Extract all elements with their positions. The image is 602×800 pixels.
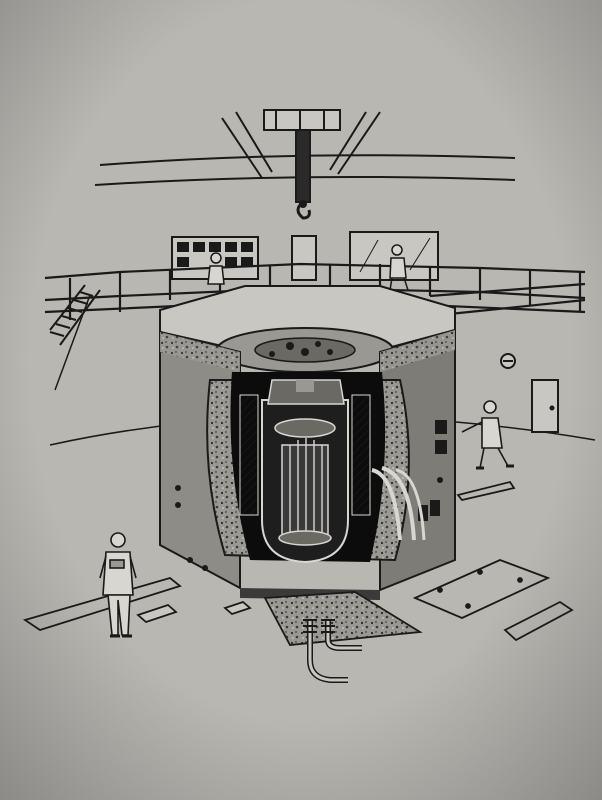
no-entry-sign-icon bbox=[501, 354, 515, 368]
reactor-cutaway bbox=[207, 372, 424, 562]
right-wall-door bbox=[532, 380, 558, 432]
worker-figure-panel bbox=[208, 253, 224, 284]
back-door bbox=[292, 236, 316, 280]
crane-hook-icon bbox=[299, 200, 307, 208]
